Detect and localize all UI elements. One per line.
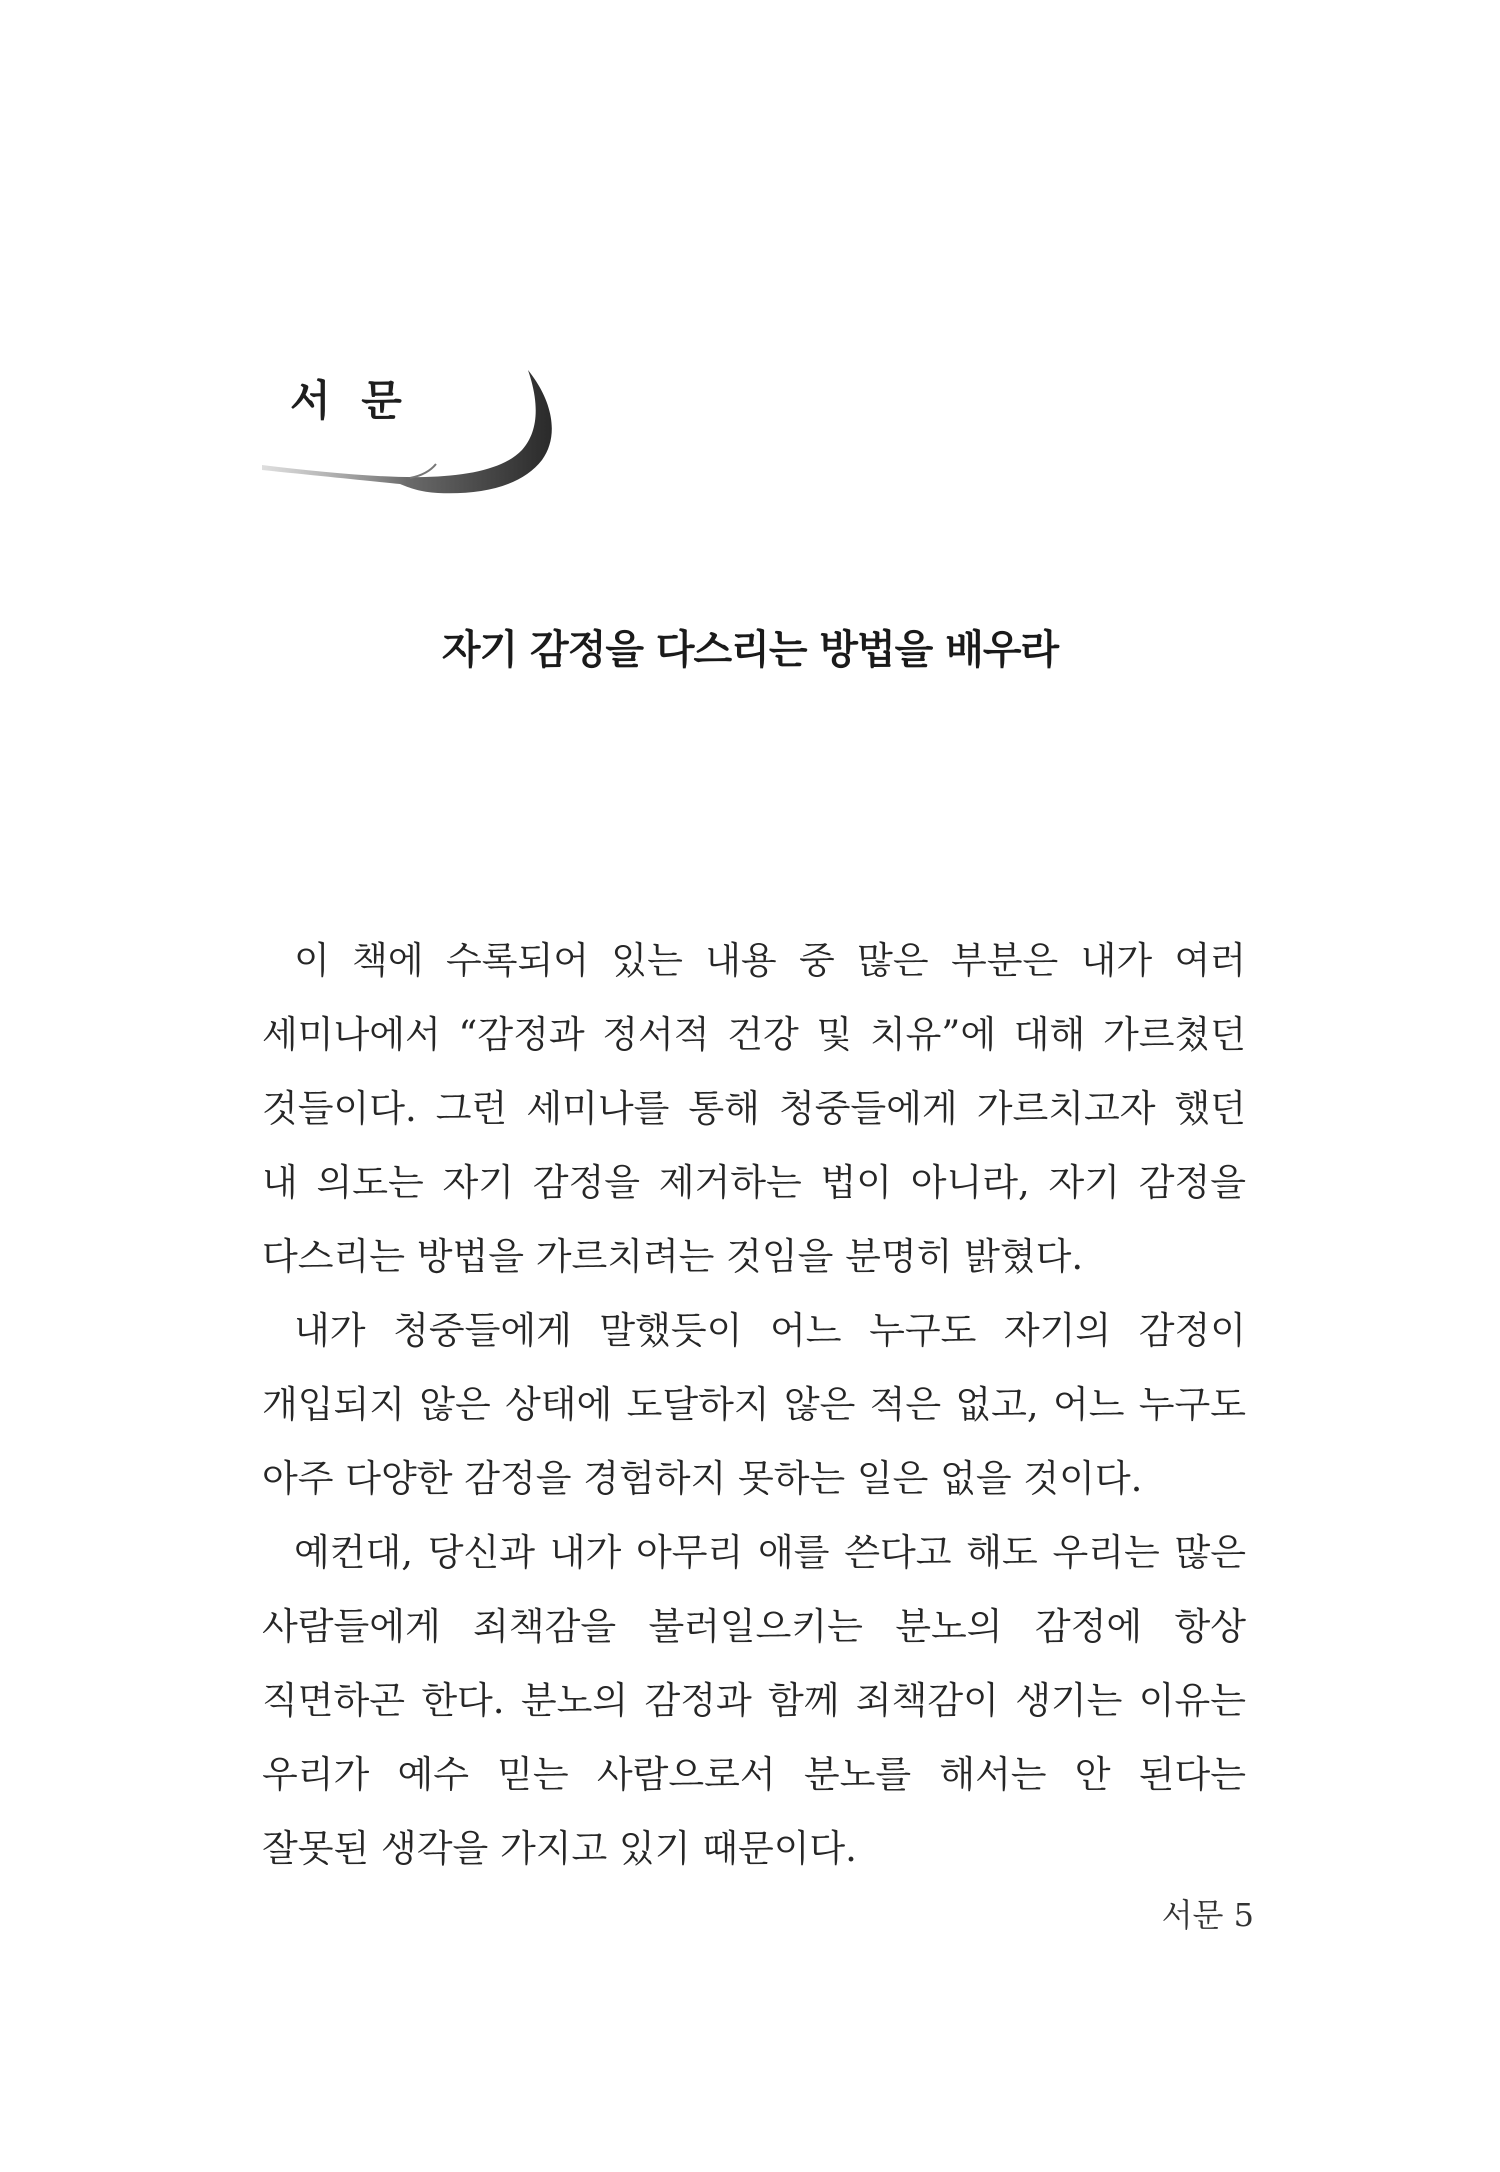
chapter-label-text: 서 문 [290,376,410,425]
chapter-label [260,360,580,510]
page-number: 서문 5 [1161,1896,1254,1934]
paragraph-1: 이 책에 수록되어 있는 내용 중 많은 부분은 내가 여러 세미나에서 “감정과 정서적 건강 및 치유”에 대해 가르쳤던 것들이다. 그런 세미나를 통해 청중들에게 가르치고자 했던 내 의도는 자기 감정을 제거하는 법이 아니라, 자기 감정을 다스리는 방법을 가르치려는 것임을 분명히 밝혔다. [262,939,1246,1278]
paragraph-3: 예컨대, 당신과 내가 아무리 애를 쓴다고 해도 우리는 많은 사람들에게 죄책감을 불러일으키는 분노의 감정에 항상 직면하곤 한다. 분노의 감정과 함께 죄책감이 생기는 이유는 우리가 예수 믿는 사람으로서 분노를 해서는 안 된다는 잘못된 생각을 가지고 있기 때문이다. [262,1531,1246,1870]
paragraph-2: 내가 청중들에게 말했듯이 어느 누구도 자기의 감정이 개입되지 않은 상태에 도달하지 않은 적은 없고, 어느 누구도 아주 다양한 감정을 경험하지 못하는 일은 없을 것이다. [262,1309,1246,1500]
body-text [262,924,1246,1886]
section-subtitle: 자기 감정을 다스리는 방법을 배우라 [441,627,1059,674]
